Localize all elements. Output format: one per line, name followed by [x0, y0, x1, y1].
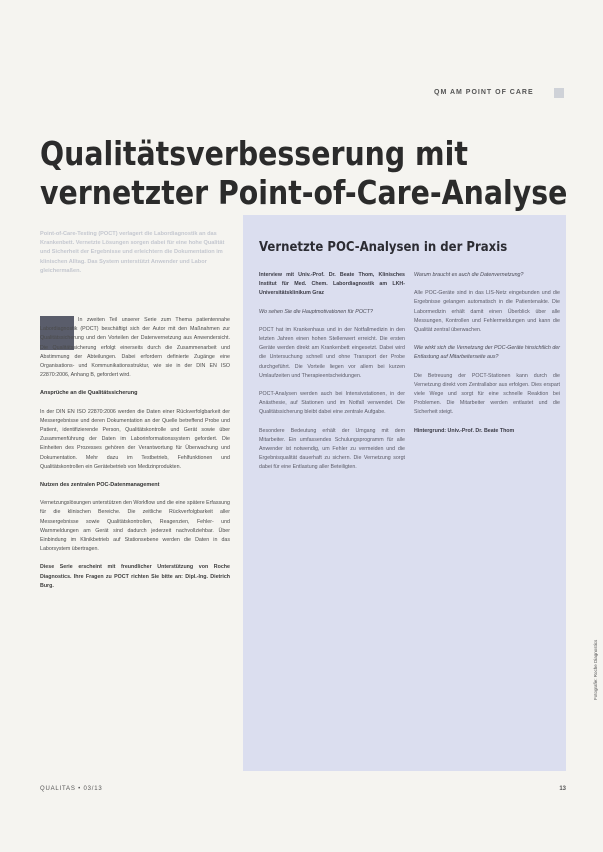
title-line-2: vernetzter Point-of-Care-Analyse — [40, 173, 568, 212]
interview-answer: Die Betreuung der POCT-Stationen kann durch die Vernetzung direkt vom Zentrallabor aus erfolgen. Dies erspart viele Wege und sorgt für eine schnelle Reaktion bei Problemen. Die Mitarbeiter werden entlastet und die Sicherheit steigt. — [414, 372, 560, 416]
article-title — [40, 134, 568, 212]
section-tag-text: QM AM POINT OF CARE — [434, 89, 534, 96]
journal-name: QUALITAS • 03/13 — [40, 786, 103, 792]
article-lead: Point-of-Care-Testing (POCT) verlagert die Labordiagnostik an das Krankenbett. Vernetzte Lösungen sorgen dabei für eine hohe Qualität und Sicherheit der Ergebnisse und erleichtern die Dokumentation im klinischen Alltag. Das System unterstützt Anwender und Labor gleichermaßen. — [40, 231, 225, 274]
interview-answer: POCT hat im Krankenhaus und in der Notfallmedizin in den letzten Jahren einen hohen Stellenwert erreicht. Die ersten Geräte werden direkt am Krankenbett eingesetzt. Dabei wird die Untersuchung schnell und ohne Transport der Probe durchgeführt. Die Vorteile liegen vor allem bei kurzen Umlaufzeiten und Therapieentscheidungen. — [259, 326, 405, 379]
interview-answer: Alle POC-Geräte sind in das LIS-Netz eingebunden und die Ergebnisse gelangen automatisch in die Patientenakte. Die Labormedizin erhält damit einen Überblick über alle Messungen, Kontrollen und Fehlermeldungen und kann die Qualität zentral überwachen. — [414, 290, 560, 334]
section-tag-marker — [554, 88, 564, 98]
interview-column-1 — [259, 271, 405, 482]
interview-answer: POCT-Analysen werden auch bei Intensivstationen, in der Anästhesie, auf Stationen und im Notfall verwendet. Die Qualitätssicherung bleibt dabei eine zentrale Aufgabe. — [259, 391, 405, 416]
subheading: Nutzen des zentralen POC-Datenmanagement — [40, 482, 160, 489]
section-tag — [434, 86, 564, 100]
interview-question: Wie wirkt sich die Vernetzung der POC-Geräte hinsichtlich der Entlastung auf Mitarbeiterseite aus? — [414, 345, 560, 361]
interview-answer: Besondere Bedeutung erhält der Umgang mit dem Mitarbeiter. Ein umfassendes Schulungsprogramm für alle Anwender ist notwendig, um Fehler zu vermeiden und die Ergebnisqualität dauerhaft zu sichern. Die Vernetzung sorgt dabei für eine Entlastung aller Beteiligten. — [259, 427, 405, 471]
interview-question: Warum braucht es auch die Datenvernetzung? — [414, 272, 524, 278]
article-column-1 — [40, 316, 230, 600]
interview-box-title: Vernetzte POC-Analysen in der Praxis — [259, 240, 508, 255]
series-note: Diese Serie erscheint mit freundlicher Unterstützung von Roche Diagnostics. Ihre Fragen zu POCT richten Sie bitte an: Dipl.-Ing. Dietrich Burg. — [40, 564, 230, 589]
subheading: Ansprüche an die Qualitätssicherung — [40, 390, 138, 397]
interview-contact: Hintergrund: Univ.-Prof. Dr. Beate Thom — [414, 427, 515, 434]
photo-credit: Fotografie: Roche Diagnostics — [593, 639, 598, 700]
interview-column-2 — [414, 271, 560, 445]
paragraph: In zweiten Teil unserer Serie zum Thema patientennahe Labordiagnostik (POCT) beschäftigt sich der Autor mit den Maßnahmen zur Qualitätssicherung und den Vorteilen der Datenvernetzung aus Anwendersicht. Die Qualitätssicherung erfolgt einerseits durch die Zusammenarbeit und Abstimmung der Abteilungen. Dabei erfordern definierte Zugänge eine Organisations- und Kommunikationsstruktur, wie sie in der DIN EN ISO 22870:2006, Anhang B, gefordert wird. — [40, 317, 230, 379]
title-line-1: Qualitätsverbesserung mit — [40, 134, 468, 173]
page-footer — [40, 786, 566, 798]
interview-intro: Interview mit Univ.-Prof. Dr. Beate Thom, Klinisches Institut für Med. Chem. Labordiagnostik am LKH-Universitätsklinikum Graz — [259, 272, 405, 297]
paragraph: Vernetzungslösungen unterstützen den Workflow und die eine spätere Erfassung für die klinischen Bereiche. Die zeitliche Rückverfolgbarkeit aller Messergebnisse sowie Qualitätskontrollen, Reagenzien, Fehler- und Warnmeldungen am Gerät sind dadurch jederzeit nachvollziehbar. Über Einbindung im Klinikbetrieb auf Stationsebene werden die Daten in das Laborsystem übertragen. — [40, 500, 230, 553]
interview-question: Wo sehen Sie die Hauptmotivationen für POCT? — [259, 308, 373, 315]
paragraph: In der DIN EN ISO 22870:2006 werden die Daten einer Rückverfolgbarkeit der Messergebnisse und deren Dokumentation an der Quelle betreffend Probe und Patient, identifizierende Person, Qualitätskontrolle und Gerät sowie über Zusammenführung der Daten im Laborinformationssystem gefordert. Die Einheiten des Prozesses gehören der Verantwortung für Überwachung und Dokumentation. Mehr dazu im Testbetrieb, Fehlfunktionen und Qualitätskontrollen ein Gerätebetrieb von Medizinprodukten. — [40, 408, 230, 470]
page-number: 13 — [559, 786, 566, 792]
